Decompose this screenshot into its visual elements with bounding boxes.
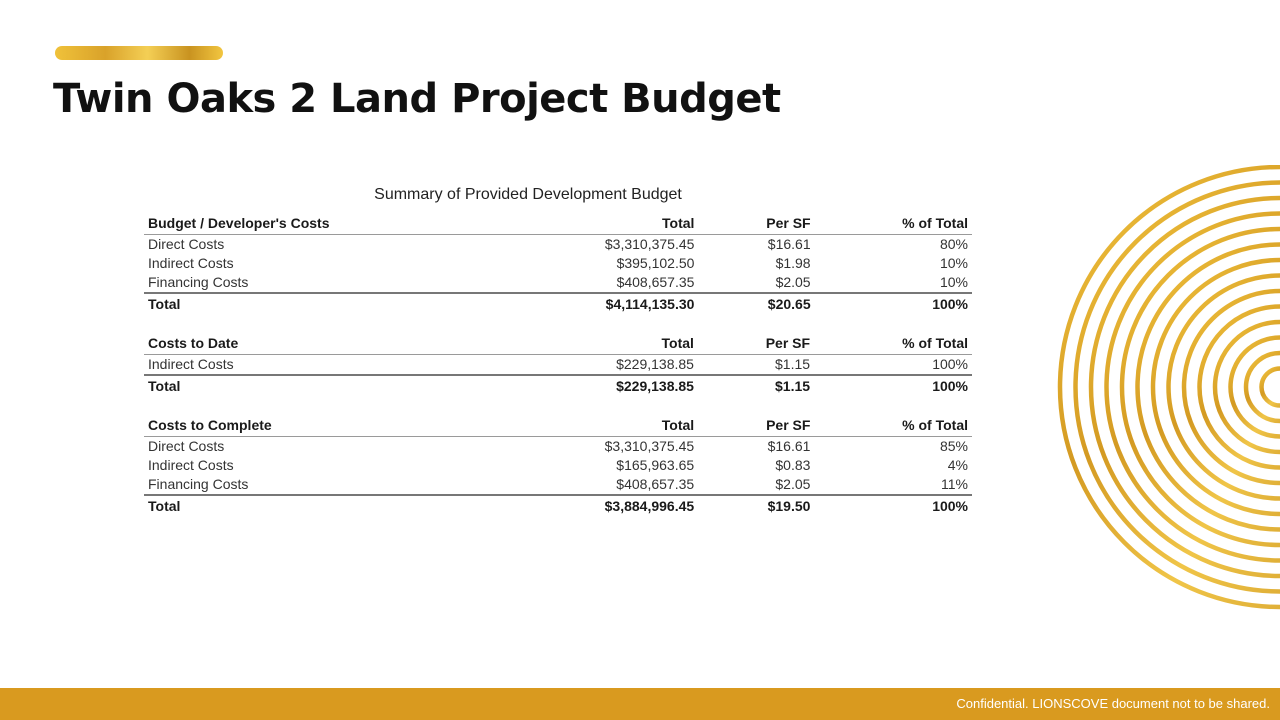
row-total: $395,102.50 [616,255,695,271]
total-value: $4,114,135.30 [553,293,698,315]
row-label: Direct Costs [148,236,225,252]
col-header-per-sf: Per SF [698,213,814,235]
row-total: $408,657.35 [616,476,695,492]
row-per-sf: $16.61 [767,438,811,454]
total-per-sf: $19.50 [698,495,814,517]
row-pct: 10% [939,274,968,290]
col-header-per-sf: Per SF [698,415,814,437]
total-per-sf: $20.65 [698,293,814,315]
row-per-sf: $16.61 [767,236,811,252]
budget-section-costs-to-date [144,333,972,397]
row-per-sf: $2.05 [775,476,811,492]
total-row [144,495,972,517]
table-row [144,355,972,376]
row-total: $229,138.85 [616,356,694,372]
section-heading: Costs to Complete [144,415,553,437]
total-per-sf: $1.15 [698,375,814,397]
table-row [144,235,972,255]
footer-bar [0,688,1280,720]
row-pct: 4% [947,457,968,473]
total-value: $229,138.85 [553,375,698,397]
decorative-ring [1262,369,1280,406]
row-pct: 100% [932,356,968,372]
row-per-sf: $0.83 [775,457,811,473]
section-header-row [144,213,972,235]
row-label: Indirect Costs [148,255,234,271]
total-label: Total [144,495,553,517]
budget-section-developer-costs [144,213,972,315]
table-row [144,437,972,457]
concentric-rings-decoration [1055,165,1280,610]
table-row [144,475,972,495]
col-header-pct: % of Total [814,333,972,355]
total-value: $3,884,996.45 [553,495,698,517]
col-header-pct: % of Total [814,415,972,437]
budget-caption: Summary of Provided Development Budget [374,186,682,203]
row-per-sf: $2.05 [775,274,811,290]
row-label: Financing Costs [148,476,249,492]
decorative-ring [1200,307,1280,468]
row-per-sf: $1.98 [775,255,811,271]
col-header-total: Total [553,333,698,355]
total-pct: 100% [815,293,972,315]
total-row [144,375,972,397]
page-title: Twin Oaks 2 Land Project Budget [53,76,781,122]
total-pct: 100% [814,495,972,517]
gold-accent-bar [55,46,223,60]
table-row [144,456,972,475]
section-header-row [144,415,972,437]
row-total: $3,310,375.45 [604,438,695,454]
section-header-row [144,333,972,355]
footer-confidential-text: Confidential. LIONSCOVE document not to be shared. [956,696,1270,711]
budget-summary [144,186,972,535]
col-header-per-sf: Per SF [698,333,814,355]
section-heading: Budget / Developer's Costs [144,213,553,235]
total-pct: 100% [814,375,972,397]
row-total: $165,963.65 [616,457,695,473]
total-row [144,293,972,315]
table-row [144,254,972,273]
row-pct: 10% [939,255,968,271]
row-label: Indirect Costs [148,457,234,473]
total-label: Total [144,375,553,397]
row-label: Direct Costs [148,438,225,454]
row-total: $3,310,375.45 [604,236,695,252]
row-total: $408,657.35 [616,274,695,290]
col-header-pct: % of Total [815,213,972,235]
budget-section-costs-to-complete [144,415,972,517]
row-per-sf: $1.15 [775,356,811,372]
row-pct: 80% [939,236,968,252]
col-header-total: Total [553,415,698,437]
total-label: Total [144,293,553,315]
section-heading: Costs to Date [144,333,553,355]
table-row [144,273,972,293]
col-header-total: Total [553,213,698,235]
row-label: Indirect Costs [148,356,234,372]
row-label: Financing Costs [148,274,249,290]
row-pct: 11% [941,476,968,492]
row-pct: 85% [939,438,968,454]
